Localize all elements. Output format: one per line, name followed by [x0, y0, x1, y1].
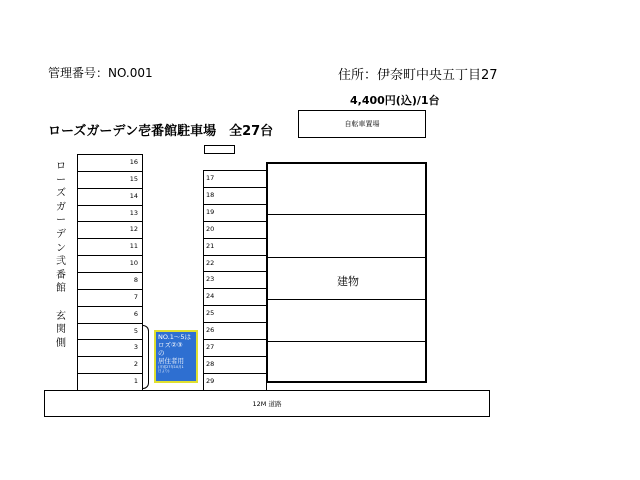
right-parking-column	[203, 170, 267, 390]
vertical-label-char: 弐	[56, 256, 66, 268]
parking-space-number: 5	[133, 326, 138, 335]
parking-space-number: 25	[206, 309, 215, 318]
vertical-label-char: ズ	[56, 188, 66, 200]
parking-space	[78, 339, 142, 356]
parking-space-number: 24	[206, 292, 215, 301]
parking-space-number: 19	[206, 207, 215, 216]
parking-space-number: 10	[129, 259, 138, 268]
parking-space	[78, 154, 142, 171]
parking-space	[204, 204, 266, 221]
parking-space	[204, 170, 266, 187]
parking-space-number: 6	[133, 309, 138, 318]
parking-space-number: 28	[206, 359, 215, 368]
parking-space	[204, 221, 266, 238]
page-title: ローズガーデン壱番館駐車場 全27台	[48, 124, 274, 139]
parking-space	[204, 356, 266, 373]
vertical-label-char: 玄	[56, 310, 66, 322]
road-label: 12M 道路	[252, 400, 282, 408]
parking-space	[204, 373, 266, 390]
parking-space	[78, 373, 142, 390]
parking-space-number: 2	[133, 360, 138, 369]
road	[44, 390, 490, 417]
parking-space-number: 22	[206, 258, 215, 267]
note-line: NO.1～5は	[158, 333, 192, 341]
bicycle-parking-area	[298, 110, 426, 138]
note-small-line: 日より)	[158, 369, 170, 374]
vertical-label-char: ー	[56, 215, 66, 227]
parking-space	[204, 187, 266, 204]
parking-space-number: 14	[129, 191, 138, 200]
note-line: 居住者用	[158, 357, 184, 365]
parking-space	[204, 339, 266, 356]
parking-space-number: 26	[206, 326, 215, 335]
vertical-label-char: ン	[56, 242, 66, 254]
management-number: 管理番号：NO.001	[48, 66, 153, 80]
monthly-price: 4,400円(込)/1台	[350, 94, 440, 107]
reserved-bracket	[143, 325, 149, 389]
parking-space	[78, 238, 142, 255]
reserved-note	[154, 330, 198, 383]
parking-space-number: 13	[129, 208, 138, 217]
parking-space-number: 15	[129, 174, 138, 183]
vertical-label-char: デ	[56, 228, 66, 240]
parking-space	[78, 289, 142, 306]
note-small-line: (平成27年10月1	[158, 365, 184, 369]
vertical-label-char: 側	[56, 337, 66, 349]
small-structure	[204, 145, 235, 154]
vertical-label-char: ー	[56, 174, 66, 186]
parking-space	[78, 205, 142, 222]
parking-space-number: 20	[206, 224, 215, 233]
parking-space-number: 1	[133, 377, 138, 386]
parking-space-number: 12	[129, 225, 138, 234]
building-divider	[268, 341, 425, 342]
parking-space	[78, 272, 142, 289]
parking-space-number: 27	[206, 343, 215, 351]
parking-space-number: 11	[129, 242, 138, 251]
parking-space	[78, 306, 142, 323]
vertical-label-char: 館	[56, 283, 66, 295]
parking-space	[204, 271, 266, 288]
parking-space	[78, 356, 142, 373]
parking-space	[204, 305, 266, 322]
parking-space	[204, 288, 266, 305]
left-parking-column	[77, 154, 143, 390]
vertical-label-char: ガ	[56, 201, 66, 213]
vertical-label-char	[54, 296, 68, 310]
parking-space	[78, 171, 142, 188]
vertical-label-char: 関	[56, 324, 66, 336]
parking-space	[78, 323, 142, 340]
parking-space-number: 23	[206, 275, 215, 284]
parking-space	[78, 188, 142, 205]
parking-space	[204, 238, 266, 255]
parking-space-number: 8	[133, 275, 138, 284]
parking-space	[78, 221, 142, 238]
note-line: ロズ②③	[158, 341, 183, 349]
vertical-side-label	[54, 160, 68, 350]
building-divider	[268, 299, 425, 300]
parking-space-number: 7	[133, 292, 138, 301]
bicycle-parking-label: 自転車置場	[344, 120, 380, 128]
parking-space-number: 16	[129, 158, 138, 166]
building-divider	[268, 214, 425, 215]
address: 住所：伊奈町中央五丁目27	[338, 68, 498, 83]
parking-space	[78, 255, 142, 272]
building-label: 建物	[337, 275, 359, 288]
note-line: の	[158, 349, 165, 357]
building-divider	[268, 257, 425, 258]
parking-space-number: 17	[206, 174, 215, 182]
parking-space	[204, 322, 266, 339]
parking-space-number: 18	[206, 190, 215, 199]
parking-space-number: 3	[133, 343, 138, 352]
parking-space-number: 21	[206, 241, 215, 250]
building	[266, 162, 427, 383]
parking-space-number: 29	[206, 376, 215, 385]
vertical-label-char: ロ	[56, 161, 66, 172]
parking-space	[204, 255, 266, 272]
vertical-label-char: 番	[56, 269, 66, 281]
